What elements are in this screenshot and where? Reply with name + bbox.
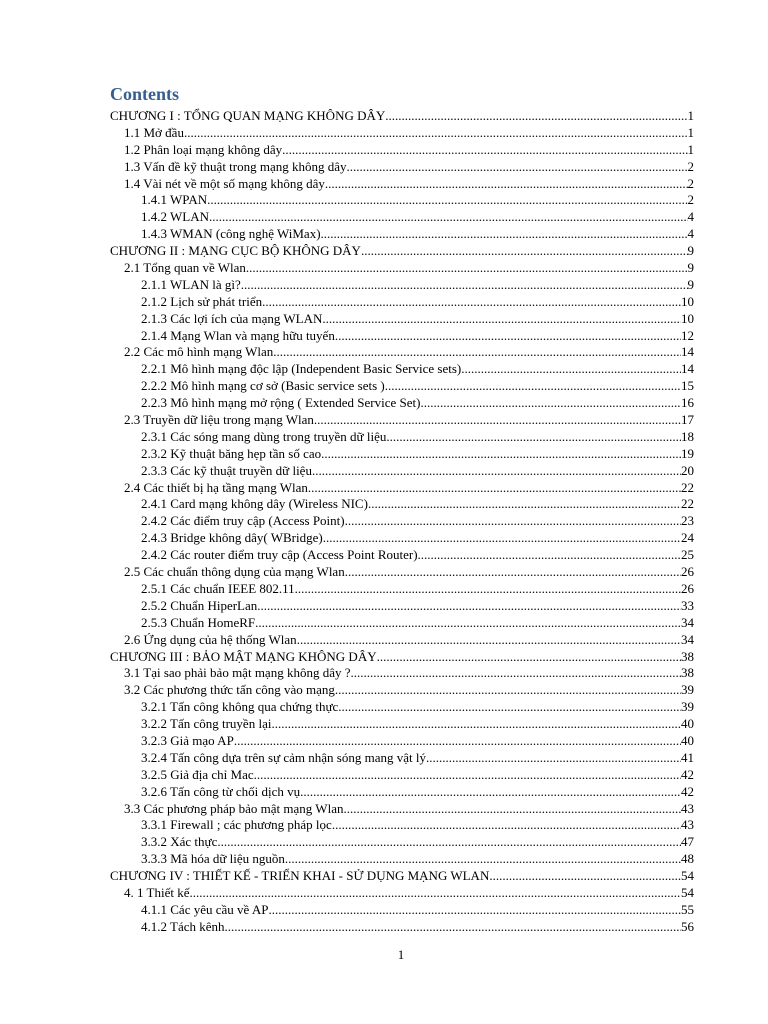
dot-leader xyxy=(246,260,688,277)
dot-leader xyxy=(347,159,688,176)
dot-leader xyxy=(273,344,681,361)
toc-entry[interactable] xyxy=(110,564,694,581)
toc-entry-page: 43 xyxy=(681,800,694,816)
toc-entry[interactable] xyxy=(110,463,694,480)
dot-leader xyxy=(345,513,681,530)
toc-entry-title: 2.1.1 WLAN là gì? xyxy=(141,276,241,292)
toc-entry[interactable] xyxy=(110,530,694,547)
toc-entry-page: 14 xyxy=(681,361,694,377)
toc-entry-page: 55 xyxy=(681,901,694,917)
toc-entry-title: 1.4 Vài nét về một số mạng không dây xyxy=(124,175,325,191)
dot-leader xyxy=(418,547,681,564)
toc-entry-title: 2.1.4 Mạng Wlan và mạng hữu tuyến xyxy=(141,327,335,343)
toc-entry-title: CHƯƠNG II : MẠNG CỤC BỘ KHÔNG DÂY xyxy=(110,243,361,259)
dot-leader xyxy=(361,243,688,260)
toc-entry-page: 54 xyxy=(681,868,694,884)
toc-entry-page: 1 xyxy=(687,124,694,140)
toc-entry-title: 4.1.2 Tách kênh xyxy=(141,918,225,934)
toc-entry-title: 3.3 Các phương pháp bảo mật mạng Wlan xyxy=(124,800,344,816)
toc-entry[interactable] xyxy=(110,260,694,277)
dot-leader xyxy=(312,463,681,480)
toc-entry-page: 4 xyxy=(687,209,694,225)
dot-leader xyxy=(377,649,681,666)
toc-entry-title: 3.1 Tại sao phải bảo mật mạng không dây ? xyxy=(124,665,351,681)
dot-leader xyxy=(295,581,681,598)
toc-entry-title: 1.4.1 WPAN xyxy=(141,192,208,208)
toc-entry-page: 26 xyxy=(681,580,694,596)
toc-entry[interactable] xyxy=(110,851,694,868)
toc-entry-title: 2.6 Ứng dụng của hệ thống Wlan xyxy=(124,631,297,647)
toc-entry[interactable] xyxy=(110,868,694,885)
toc-entry-title: 1.1 Mở đầu xyxy=(124,124,184,140)
toc-entry-page: 39 xyxy=(681,699,694,715)
dot-leader xyxy=(461,361,681,378)
toc-entry[interactable] xyxy=(110,750,694,767)
toc-entry[interactable] xyxy=(110,649,694,666)
toc-entry-page: 1 xyxy=(687,108,694,123)
toc-entry-page: 12 xyxy=(681,327,694,343)
toc-entry-title: 2.5 Các chuẩn thông dụng của mạng Wlan xyxy=(124,564,345,580)
toc-entry-page: 22 xyxy=(681,479,694,495)
toc-entry-title: 1.2 Phân loại mạng không dây xyxy=(124,141,283,157)
toc-entry-title: 2.2.1 Mô hình mạng độc lập (Independent Basic Service sets) xyxy=(141,361,462,377)
dot-leader xyxy=(297,632,681,649)
toc-entry[interactable] xyxy=(110,446,694,463)
dot-leader xyxy=(225,919,681,936)
dot-leader xyxy=(207,192,687,209)
dot-leader xyxy=(386,429,681,446)
toc-entry-title: CHƯƠNG III : BẢO MẬT MẠNG KHÔNG DÂY xyxy=(110,648,377,664)
toc-entry-page: 19 xyxy=(681,445,694,461)
toc-entry-title: 2.4.1 Card mạng không dây (Wireless NIC) xyxy=(141,496,368,512)
dot-leader xyxy=(335,328,681,345)
toc-entry-title: 2.2 Các mô hình mạng Wlan xyxy=(124,344,274,360)
toc-entry[interactable] xyxy=(110,716,694,733)
dot-leader xyxy=(262,294,681,311)
toc-entry-page: 43 xyxy=(681,817,694,833)
toc-entry[interactable] xyxy=(110,176,694,193)
toc-entry-page: 47 xyxy=(681,834,694,850)
toc-entry-page: 54 xyxy=(681,884,694,900)
toc-entry-title: 2.5.2 Chuẩn HiperLan xyxy=(141,597,258,613)
toc-entry[interactable] xyxy=(110,817,694,834)
toc-entry-page: 17 xyxy=(681,412,694,428)
toc-entry-page: 2 xyxy=(687,158,694,174)
dot-leader xyxy=(350,665,681,682)
dot-leader xyxy=(314,412,681,429)
dot-leader xyxy=(426,750,681,767)
toc-entry-page: 4 xyxy=(687,226,694,242)
toc-heading: Contents xyxy=(110,84,180,104)
toc-entry[interactable] xyxy=(110,665,694,682)
toc-entry[interactable] xyxy=(110,598,694,615)
toc-entry[interactable] xyxy=(110,328,694,345)
toc-entry-title: 2.4.2 Các điểm truy cập (Access Point) xyxy=(141,513,345,529)
toc-entry[interactable] xyxy=(110,699,694,716)
toc-entry[interactable] xyxy=(110,209,694,226)
dot-leader xyxy=(323,530,681,547)
toc-entry-page: 18 xyxy=(681,428,694,444)
toc-entry-page: 1 xyxy=(687,141,694,157)
dot-leader xyxy=(338,699,681,716)
toc-entry[interactable] xyxy=(110,192,694,209)
toc-entry-page: 2 xyxy=(687,192,694,208)
dot-leader xyxy=(271,716,681,733)
toc-entry-page: 10 xyxy=(681,310,694,326)
toc-entry-title: 3.3.2 Xác thực xyxy=(141,834,218,850)
toc-entry-title: 2.3.3 Các kỹ thuật truyền dữ liệu xyxy=(141,462,312,478)
toc-entry[interactable] xyxy=(110,682,694,699)
toc-entry[interactable] xyxy=(110,429,694,446)
toc-entry-page: 25 xyxy=(681,547,694,563)
toc-entry-title: 2.4.2 Các router điểm truy cập (Access Point Router) xyxy=(141,547,418,563)
toc-entry[interactable] xyxy=(110,784,694,801)
toc-entry-page: 15 xyxy=(681,378,694,394)
toc-entry-title: 3.2.5 Giả địa chỉ Mac xyxy=(141,766,254,782)
toc-entry[interactable] xyxy=(110,767,694,784)
dot-leader xyxy=(343,801,681,818)
toc-entry[interactable] xyxy=(110,395,694,412)
dot-leader xyxy=(234,733,681,750)
dot-leader xyxy=(335,682,681,699)
toc-entry-page: 26 xyxy=(681,564,694,580)
toc-entry-page: 34 xyxy=(681,631,694,647)
toc-entry-title: 2.2.2 Mô hình mạng cơ sở (Basic service sets ) xyxy=(141,378,385,394)
toc-entry-title: 3.3.1 Firewall ; các phương pháp lọc xyxy=(141,817,332,833)
toc-entry-title: 3.2.2 Tấn công truyền lại xyxy=(141,716,272,732)
toc-entry-page: 14 xyxy=(681,344,694,360)
toc-entry-page: 2 xyxy=(687,175,694,191)
toc-entry[interactable] xyxy=(110,226,694,243)
dot-leader xyxy=(385,378,681,395)
dot-leader xyxy=(420,395,681,412)
dot-leader xyxy=(308,480,681,497)
toc-entry-page: 24 xyxy=(681,530,694,546)
toc-entry[interactable] xyxy=(110,412,694,429)
toc-entry-title: 3.2.1 Tấn công không qua chứng thực xyxy=(141,699,339,715)
dot-leader xyxy=(255,615,681,632)
toc-entry-page: 9 xyxy=(687,260,694,276)
toc-entry[interactable] xyxy=(110,885,694,902)
toc-entry[interactable] xyxy=(110,108,694,125)
toc-entry-title: 3.2.4 Tấn công dựa trên sự cảm nhận sóng mang vật lý xyxy=(141,749,426,765)
toc-entry-page: 16 xyxy=(681,395,694,411)
dot-leader xyxy=(184,125,688,142)
dot-leader xyxy=(282,142,687,159)
dot-leader xyxy=(325,176,688,193)
toc-entry[interactable] xyxy=(110,361,694,378)
toc-entry[interactable] xyxy=(110,125,694,142)
toc-entry[interactable] xyxy=(110,277,694,294)
toc-entry-page: 20 xyxy=(681,462,694,478)
toc-entry[interactable] xyxy=(110,378,694,395)
toc-entry[interactable] xyxy=(110,496,694,513)
toc-entry-title: 3.2 Các phương thức tấn công vào mạng xyxy=(124,682,335,698)
toc-entry-title: 1.4.2 WLAN xyxy=(141,209,210,225)
toc-entry-title: 3.3.3 Mã hóa dữ liệu nguồn xyxy=(141,851,285,867)
toc-entry-title: 1.3 Vấn đề kỹ thuật trong mạng không dây xyxy=(124,158,347,174)
toc-entry-title: 2.1 Tổng quan về Wlan xyxy=(124,260,246,276)
dot-leader xyxy=(257,598,681,615)
toc-entry-page: 9 xyxy=(687,243,694,259)
toc-entry-title: 2.4.3 Bridge không dây( WBridge) xyxy=(141,530,323,546)
toc-entry[interactable] xyxy=(110,902,694,919)
dot-leader xyxy=(268,902,681,919)
toc-entry[interactable] xyxy=(110,733,694,750)
dot-leader xyxy=(368,496,681,513)
toc-entry[interactable] xyxy=(110,142,694,159)
toc-entry-page: 40 xyxy=(681,732,694,748)
dot-leader xyxy=(241,277,688,294)
toc-entry-title: 2.1.3 Các lợi ích của mạng WLAN xyxy=(141,310,323,326)
toc-list xyxy=(110,108,694,936)
toc-entry-title: 2.5.3 Chuẩn HomeRF xyxy=(141,614,256,630)
toc-entry-title: CHƯƠNG IV : THIẾT KẾ - TRIỂN KHAI - SỬ DỤNG MẠNG WLAN xyxy=(110,868,490,884)
toc-entry[interactable] xyxy=(110,801,694,818)
toc-entry-page: 38 xyxy=(681,665,694,681)
toc-entry-title: 2.5.1 Các chuẩn IEEE 802.11 xyxy=(141,580,295,596)
toc-entry-title: 2.3 Truyền dữ liệu trong mạng Wlan xyxy=(124,412,314,428)
toc-entry[interactable] xyxy=(110,632,694,649)
toc-entry-page: 9 xyxy=(687,276,694,292)
page-number: 1 xyxy=(397,947,405,962)
dot-leader xyxy=(285,851,681,868)
dot-leader xyxy=(209,209,687,226)
toc-entry[interactable] xyxy=(110,480,694,497)
toc-entry-page: 39 xyxy=(681,682,694,698)
toc-entry-page: 40 xyxy=(681,716,694,732)
toc-entry[interactable] xyxy=(110,243,694,260)
toc-entry-page: 38 xyxy=(681,648,694,664)
dot-leader xyxy=(217,834,681,851)
toc-entry[interactable] xyxy=(110,294,694,311)
toc-entry-page: 42 xyxy=(681,766,694,782)
dot-leader xyxy=(321,446,681,463)
dot-leader xyxy=(489,868,681,885)
toc-entry-page: 22 xyxy=(681,496,694,512)
toc-entry-page: 34 xyxy=(681,614,694,630)
dot-leader xyxy=(322,311,681,328)
toc-entry[interactable] xyxy=(110,581,694,598)
toc-entry[interactable] xyxy=(110,513,694,530)
toc-entry-title: 2.4 Các thiết bị hạ tầng mạng Wlan xyxy=(124,479,308,495)
dot-leader xyxy=(189,885,681,902)
toc-entry-page: 56 xyxy=(681,918,694,934)
toc-entry-title: 2.2.3 Mô hình mạng mở rộng ( Extended Service Set) xyxy=(141,395,421,411)
toc-entry-title: 2.1.2 Lịch sử phát triển xyxy=(141,293,263,309)
toc-entry-title: 4. 1 Thiết kế xyxy=(124,884,190,900)
toc-entry-page: 48 xyxy=(681,851,694,867)
toc-entry-page: 33 xyxy=(681,597,694,613)
toc-entry[interactable] xyxy=(110,344,694,361)
dot-leader xyxy=(300,784,681,801)
dot-leader xyxy=(385,108,687,125)
toc-entry-title: 2.3.2 Kỹ thuật băng hẹp tần số cao xyxy=(141,445,322,461)
toc-entry-page: 10 xyxy=(681,293,694,309)
toc-entry-page: 23 xyxy=(681,513,694,529)
toc-entry[interactable] xyxy=(110,159,694,176)
toc-entry-page: 42 xyxy=(681,783,694,799)
toc-entry-title: 1.4.3 WMAN (công nghệ WiMax) xyxy=(141,226,321,242)
toc-entry[interactable] xyxy=(110,834,694,851)
toc-entry[interactable] xyxy=(110,919,694,936)
toc-entry[interactable] xyxy=(110,615,694,632)
toc-entry-title: 3.2.6 Tấn công từ chối dịch vụ xyxy=(141,783,301,799)
toc-entry-title: 4.1.1 Các yêu cầu về AP xyxy=(141,901,269,917)
toc-entry[interactable] xyxy=(110,547,694,564)
toc-entry-title: CHƯƠNG I : TỔNG QUAN MẠNG KHÔNG DÂY xyxy=(110,108,386,123)
dot-leader xyxy=(254,767,681,784)
toc-entry[interactable] xyxy=(110,311,694,328)
dot-leader xyxy=(345,564,681,581)
toc-entry-title: 3.2.3 Giả mạo AP xyxy=(141,732,234,748)
toc-entry-title: 2.3.1 Các sóng mang dùng trong truyền dữ liệu xyxy=(141,428,387,444)
dot-leader xyxy=(332,817,681,834)
dot-leader xyxy=(321,226,688,243)
toc-entry-page: 41 xyxy=(681,749,694,765)
